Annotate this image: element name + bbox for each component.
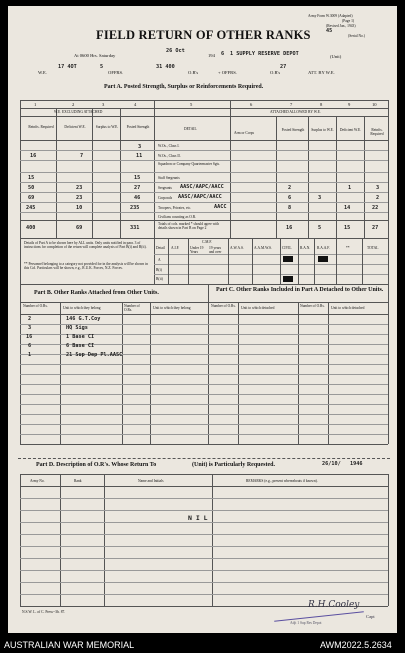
typed-cpl-corps: AASC/AAPC/AACC	[178, 194, 222, 200]
date-day: 26 Oct	[166, 48, 185, 54]
detail-cpl: Corporals	[158, 196, 173, 200]
an-under19: Under 19 Years	[190, 246, 204, 254]
we-excluding-header: W.E. EXCLUDING ATTACHED	[54, 110, 103, 114]
r-reinfts-cpl: 2	[376, 195, 380, 201]
total-r-reinfts: 27	[372, 225, 379, 231]
year-prefix: 194	[208, 53, 215, 58]
b-hdr-number: Number of O.Rs.	[23, 304, 48, 308]
form-sheet	[8, 6, 397, 633]
col-num-10: 10	[372, 102, 377, 107]
an-over19: 19 years and over	[209, 246, 222, 254]
col-num-7: 7	[290, 102, 293, 107]
an-total: TOTAL	[367, 246, 379, 250]
typed-pte-corps: AACC	[214, 204, 227, 210]
part-d-year: 1946	[350, 461, 363, 467]
r-surplus-cpl: 3	[318, 195, 322, 201]
ors-label: O.R's	[188, 70, 199, 75]
redaction-block	[318, 256, 328, 262]
b-row-4-n: 6	[28, 343, 32, 349]
hdr-r-surplus: Surplus to W.E.	[311, 128, 334, 132]
r-reinfts-sgt: 3	[376, 185, 380, 191]
hdr-posted: Posted Strength	[126, 125, 150, 129]
deficient-pte: 10	[76, 205, 83, 211]
col-num-1: 1	[34, 102, 37, 107]
reinfts-pte: 245	[26, 205, 36, 211]
printer-line: N.S.W. L. of C. Press--3b. 87.	[22, 610, 66, 614]
hdr-r-posted: Posted Strength	[281, 128, 305, 132]
footer-bar	[0, 638, 405, 653]
posted-wo2: 11	[136, 153, 143, 159]
an-other: **	[346, 246, 350, 250]
detail-header: DETAIL	[184, 127, 197, 131]
b-row-3-n: 16	[26, 334, 33, 340]
b-row-1-unit: 146 G.T.Coy	[66, 316, 101, 322]
detail-pte: Troopers, Privates, etc.	[158, 206, 192, 210]
total-r-posted: 16	[286, 225, 293, 231]
part-b-title: Part B. Other Ranks Attached from Other Units.	[34, 290, 159, 296]
signature-subtitle: Adjt 1 Sup Res Depot	[290, 621, 322, 625]
deficient-wo2: 7	[80, 153, 84, 159]
year-digit: 6	[221, 51, 225, 57]
b-row-2-n: 3	[28, 325, 32, 331]
deficient-cpl: 23	[76, 195, 83, 201]
offrs-value: 5	[100, 64, 104, 70]
an-aamws: A.A.M.W.S.	[254, 246, 272, 250]
typed-sgt-corps: AASC/AAPC/AACC	[180, 184, 224, 190]
detail-sqms: Squadron or Company Quartermaster Sgts.	[158, 162, 220, 166]
unit-label: (Unit)	[330, 54, 342, 59]
d-hdr-name: Name and Initials	[138, 479, 164, 483]
col-num-5: 5	[190, 102, 193, 107]
redaction-block	[283, 276, 293, 282]
b-hdr-unit: Unit to which they belong	[63, 306, 101, 310]
d-hdr-rank: Rank	[74, 479, 82, 483]
r-posted-pte: 8	[288, 205, 292, 211]
total-posted: 331	[130, 225, 140, 231]
r-deficient-sgt: 1	[348, 185, 352, 191]
total-r-deficient: 15	[344, 225, 351, 231]
signature: R.H.Cooley	[308, 600, 360, 610]
part-d-nil: N I L	[188, 514, 208, 522]
detail-ssgt: Staff Sergeants	[158, 176, 180, 180]
part-c-title: Part C. Other Ranks Included in Part A Detached to Other Units.	[216, 287, 384, 293]
totals-label: Totals of cols. marked * should agree with details shown in Part B on Page 2	[158, 222, 220, 230]
reinfts-wo2: 16	[30, 153, 37, 159]
reinfts-cpl: 69	[28, 195, 35, 201]
col-num-6: 6	[250, 102, 253, 107]
hdr-r-reinfts: Reinfts. Required	[370, 128, 384, 136]
an-row-bi: B(i)	[156, 268, 162, 272]
hdr-r-deficient: Deficient W.E.	[339, 128, 362, 132]
an-row-a: A	[158, 258, 161, 262]
serial-value: 45	[326, 28, 333, 34]
r-posted-sgt: 2	[288, 185, 292, 191]
r-deficient-pte: 14	[344, 205, 351, 211]
page-ref: (Page 1)	[342, 19, 355, 23]
col-num-9: 9	[348, 102, 351, 107]
an-awas: A.W.A.S.	[230, 246, 244, 250]
posted-ssgt: 15	[134, 175, 141, 181]
revised-ref: (Revised Jan., 1943)	[326, 24, 356, 28]
an-row-bii: B(ii)	[156, 277, 163, 281]
c-hdr-number: Number of O.Rs.	[211, 304, 236, 308]
an-aif: A.I.F.	[171, 246, 180, 250]
col-num-8: 8	[320, 102, 323, 107]
posted-pte: 235	[130, 205, 140, 211]
total-r-surplus: 5	[318, 225, 322, 231]
signature-title: Capt	[366, 614, 375, 619]
r-posted-cpl: 6	[288, 195, 292, 201]
we-label: W.E.	[38, 70, 48, 75]
ors-label-2: O.R's	[270, 70, 281, 75]
note-text: Details of Part A to be shown here by ALL units. Only units notified in para. 3 of instructions for completion of the return will complete analysis of Part B(i) and B(ii).	[24, 241, 147, 250]
redaction-block	[283, 256, 293, 262]
footer-left: AUSTRALIAN WAR MEMORIAL	[4, 640, 135, 650]
col-num-3: 3	[102, 102, 105, 107]
part-d-title: Part D. Description of O.R's. Whose Return To	[36, 462, 157, 468]
reinfts-sgt: 50	[28, 185, 35, 191]
d-hdr-remarks: REMARKS (e.g., present whereabouts if known).	[246, 479, 318, 483]
hdr-deficient: Deficient W.E.	[64, 125, 86, 129]
plus-offrs: + OFFRS.	[218, 70, 237, 75]
ors-value: 31 400	[156, 64, 175, 70]
deficient-sgt: 23	[76, 185, 83, 191]
c-hdr-unit-2: Unit to which detached	[331, 306, 365, 310]
an-raaf: R.A.A.F.	[317, 246, 330, 250]
c-hdr-number-2: Number of O.Rs.	[300, 304, 325, 308]
offrs-label: OFFRS.	[108, 70, 124, 75]
posted-sgt: 27	[134, 185, 141, 191]
total-reinfts: 400	[26, 225, 36, 231]
c-hdr-unit: Unit to which detached	[241, 306, 275, 310]
form-ref: Army Form W.3009 (Adapted)	[308, 14, 353, 18]
detail-sgt: Sergeants	[158, 186, 172, 190]
col-num-4: 4	[134, 102, 137, 107]
reinfts-ssgt: 15	[28, 175, 35, 181]
b-row-5-n: 1	[28, 352, 32, 358]
part-a-title: Part A. Posted Strength, Surplus or Reinforcements Required.	[104, 84, 264, 90]
col-num-2: 2	[72, 102, 75, 107]
b-row-2-unit: HQ Sigs	[66, 325, 88, 331]
posted-cpl: 46	[134, 195, 141, 201]
att-or-value: 27	[280, 64, 287, 70]
hdr-surplus: Surplus to W.E.	[95, 125, 119, 129]
attached-allowed-header: ATTACHED ALLOWED BY W.E.	[270, 110, 321, 114]
hdr-arm-corps: Arm or Corps	[234, 131, 254, 135]
hdr-reinfts: Reinfts. Required	[28, 125, 54, 129]
b-hdr-unit-2: Unit to which they belong	[153, 306, 191, 310]
an-civil: CIVIL	[282, 246, 292, 250]
r-reinfts-pte: 22	[372, 205, 379, 211]
detail-wo2: W.Os., Class II.	[158, 154, 181, 158]
serial-label: (Serial No.)	[348, 34, 365, 38]
b-row-4-unit: 6 Base CI	[66, 343, 95, 349]
an-detail: Detail	[156, 246, 165, 250]
att-label: ATT. BY W.E.	[308, 70, 335, 75]
detail-civ: Civilians counting as O.R.	[158, 215, 197, 219]
b-row-1-n: 2	[28, 316, 32, 322]
form-title: FIELD RETURN OF OTHER RANKS	[96, 28, 311, 42]
note-text-2: ** Personnel belonging to a category not provided for in the analysis will be shown in this Col. Particulars will be shown, e.g., R.U.K. Forces, N.Z. Forces.	[24, 262, 148, 271]
b-hdr-number-2: Number of O.Rs.	[124, 304, 140, 312]
total-deficient: 69	[76, 225, 83, 231]
posted-wo1: 3	[138, 144, 142, 150]
an-cmf: C.M.F.	[202, 240, 212, 244]
b-row-5-unit: 21 Sup Dep Pl.AASC	[66, 352, 123, 358]
part-d-title-mid: (Unit) is Particularly Requested.	[192, 462, 275, 468]
an-ran: R.A.N.	[300, 246, 311, 250]
part-d-date: 26/10/	[322, 461, 341, 467]
footer-right: AWM2022.5.2634	[320, 640, 392, 650]
at-label: At 0600 Hrs. Saturday	[74, 53, 116, 58]
d-hdr-army-no: Army No.	[30, 479, 45, 483]
unit-name: 1 SUPPLY RESERVE DEPOT	[230, 51, 299, 57]
b-row-3-unit: 1 Base CI	[66, 334, 95, 340]
detail-wo1: W.Os., Class I.	[158, 144, 180, 148]
we-value: 17 4OT	[58, 64, 77, 70]
